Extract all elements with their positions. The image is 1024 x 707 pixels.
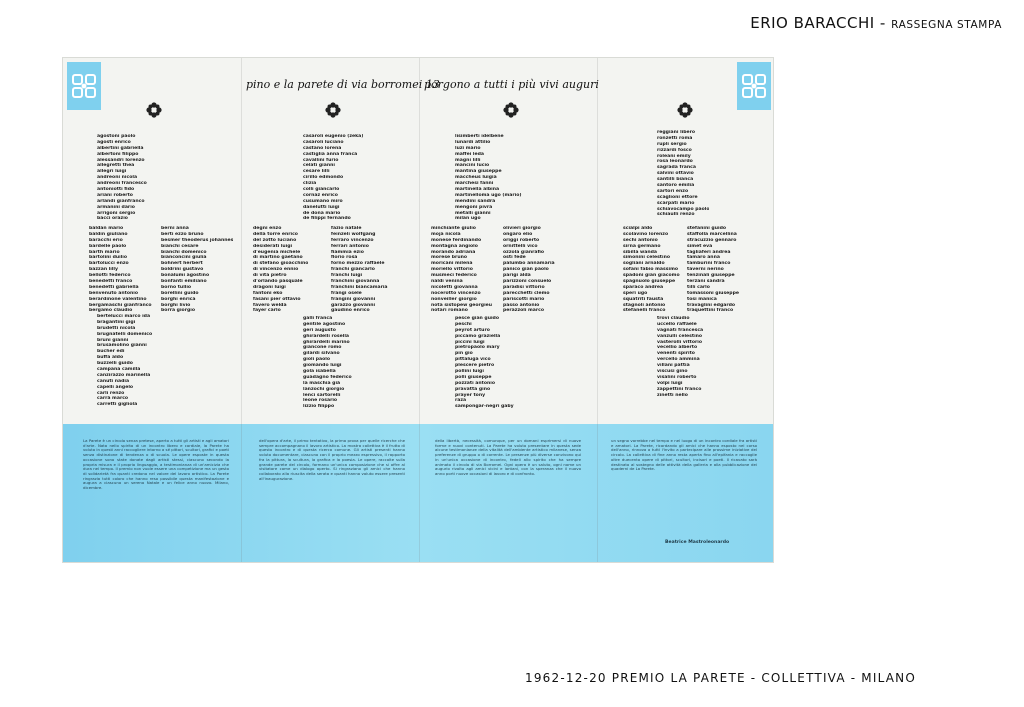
name-entry: ghirardelli marino: [303, 339, 350, 345]
name-entry: taverni nerino: [687, 267, 724, 273]
name-entry: cusumano miro: [303, 198, 343, 204]
name-entry: pozzati antonio: [455, 380, 495, 386]
page-header: [750, 14, 1002, 32]
name-entry: bertelucci marco ida: [97, 314, 151, 319]
name-entry: pietropaolo mary: [455, 345, 500, 351]
name-entry: lanzochi giorgio: [303, 386, 345, 392]
name-entry: gilardi silvano: [303, 351, 340, 357]
name-entry: d'orlando pasquale: [253, 279, 303, 285]
name-entry: castano lorena: [303, 145, 342, 151]
name-entry: frangini giovanni: [331, 296, 376, 302]
name-entry: baldan mario: [89, 226, 124, 231]
name-entry: naldi venina: [431, 279, 463, 285]
name-entry: musmeci federico: [431, 273, 477, 279]
name-entry: sibilla wanda: [623, 249, 658, 255]
name-entry: carretti gigliola: [97, 402, 138, 408]
name-entry: florio rosa: [331, 255, 358, 261]
name-entry: ghirardelli rosella: [303, 333, 350, 339]
name-entry: d'eugenia michele: [253, 249, 301, 255]
name-entry: bianchi domenico: [161, 249, 207, 255]
name-entry: fazio natale: [331, 226, 362, 231]
name-entry: panico gian paolo: [503, 267, 549, 273]
name-entry: sparaco andrea: [623, 284, 664, 290]
name-entry: polli giuseppe: [455, 374, 492, 380]
name-entry: trovi claudio: [657, 316, 690, 321]
name-entry: berni anna: [161, 226, 189, 231]
name-entry: brusamolino gianni: [97, 343, 147, 349]
name-list: [253, 226, 308, 314]
name-entry: campana camilla: [97, 367, 141, 373]
name-entry: geri augusto: [303, 327, 336, 333]
name-entry: ariani roberto: [97, 192, 133, 198]
name-entry: brugnatelli domenico: [97, 331, 153, 337]
text-panel: della libertà, necessità, comunque, per un domani esprimersi di nuove forme e nuovi contenuti. La Parete ha voluto presentare in questa sede alcune testimonianze della vitalità dell'ambiente artistico milanese, senza preferenze di gruppo o di corrente. Le presenze più diverse convivono qui in un'unica occasione di incontro, fedeli allo spirito che ha sempre animato il circolo di via Borromei. Ogni opera è un saluto, ogni nome un augurio rivolto agli amici vicini e lontani, con la speranza che il nuovo anno porti nuove occasioni di lavoro e di confronto.: [435, 439, 581, 476]
name-entry: colli giancarlo: [303, 187, 340, 193]
name-entry: venenti spirito: [657, 351, 695, 357]
name-entry: mengoni pivra: [455, 204, 493, 210]
name-entry: scolavino lorenzo: [623, 231, 669, 237]
name-entry: casaroli luciano: [303, 139, 344, 145]
name-entry: gaudino enrico: [331, 308, 370, 314]
name-entry: morese bruno: [431, 255, 468, 261]
name-entry: santilli bianca: [657, 177, 694, 183]
name-entry: terzani sandra: [687, 279, 725, 285]
name-entry: rupli sergio: [657, 141, 687, 147]
flower-ornament-icon: [146, 102, 162, 118]
name-entry: martinella albina: [455, 187, 500, 193]
name-list: [97, 314, 152, 408]
name-entry: besmer theoderus johannes: [161, 237, 234, 243]
name-entry: borno tullio: [161, 284, 192, 290]
name-entry: di martino gaetano: [253, 255, 303, 261]
name-entry: borellini guido: [161, 290, 199, 296]
page-footer-caption: 1962-12-20 PREMIO LA PARETE - COLLETTIVA - MILANO: [525, 671, 916, 685]
name-entry: bianchi cesare: [161, 243, 199, 249]
name-entry: allegretti thea: [97, 163, 135, 169]
name-list: [97, 134, 147, 222]
name-list: [503, 226, 555, 314]
name-entry: ronzetti roma: [657, 135, 693, 141]
name-entry: bazzan lilly: [89, 267, 118, 273]
name-entry: salvini ottavio: [657, 171, 694, 177]
name-entry: bellotti federico: [89, 273, 131, 279]
name-entry: borghi livio: [161, 302, 191, 308]
name-entry: rizzardi fosco: [657, 147, 692, 153]
name-entry: agosti enrico: [97, 139, 131, 145]
name-entry: milan ugo: [455, 216, 481, 222]
name-entry: reggiani libero: [657, 130, 696, 135]
name-entry: pollini luigi: [455, 369, 484, 375]
name-entry: buffa aldo: [97, 355, 124, 361]
name-entry: pesce gian guido: [455, 316, 499, 321]
name-entry: agostoni paolo: [97, 134, 136, 139]
name-entry: sechi antonio: [623, 237, 658, 243]
name-entry: santoro emilia: [657, 183, 695, 189]
name-entry: andreoni nicola: [97, 175, 138, 181]
name-entry: roleani emily: [657, 153, 691, 159]
name-entry: fiammia ezio: [331, 249, 364, 255]
name-entry: sofani fabio massimo: [623, 267, 679, 273]
name-entry: franchi luigi: [331, 273, 363, 279]
name-entry: tamaro anna: [687, 255, 720, 261]
name-entry: danelutti luigi: [303, 204, 340, 210]
name-entry: sampongar-negri gaby: [455, 404, 514, 410]
parete-logo-right: [737, 62, 771, 110]
name-entry: clizia: [303, 181, 317, 187]
name-list: [657, 130, 709, 218]
name-list: [623, 226, 680, 314]
name-entry: gioli paolo: [303, 357, 331, 363]
name-entry: canuti nadia: [97, 378, 130, 384]
name-entry: leone rosario: [303, 398, 338, 404]
header-subtitle: RASSEGNA STAMPA: [891, 19, 1002, 31]
name-entry: nonveiller giorgio: [431, 296, 477, 302]
name-entry: lizzio filippo: [303, 404, 335, 410]
name-entry: boldrini gustavo: [161, 267, 204, 273]
name-entry: di stefano gioacchino: [253, 261, 309, 267]
name-entry: nota sistopew georgieu: [431, 302, 493, 308]
name-entry: albertini gabriella: [97, 145, 144, 151]
name-entry: mendini sandra: [455, 198, 496, 204]
name-entry: peyrot arturo: [455, 327, 490, 333]
name-entry: capelli angelo: [97, 384, 134, 390]
name-entry: ongaro elio: [503, 231, 533, 237]
name-entry: garazzo giovanni: [331, 302, 376, 308]
name-entry: maffei leda: [455, 151, 484, 157]
name-entry: favero welda: [253, 302, 287, 308]
name-entry: sogliani arnaldo: [623, 261, 665, 267]
name-entry: travaglini edgardo: [687, 302, 736, 308]
name-entry: bardelle paolo: [89, 243, 127, 249]
name-list: [303, 134, 363, 222]
name-entry: fayer carlo: [253, 308, 281, 314]
name-entry: bartolini duilio: [89, 255, 128, 261]
name-entry: gola isabella: [303, 369, 336, 375]
name-entry: celati gianni: [303, 163, 335, 169]
name-entry: osti fede: [503, 255, 526, 261]
name-entry: bianconcini giulia: [161, 255, 207, 261]
name-entry: pariscotti mario: [503, 296, 545, 302]
name-entry: vecellio alberto: [657, 345, 698, 351]
name-entry: franchi giancarlo: [331, 267, 375, 273]
name-entry: franchini biancamaria: [331, 284, 388, 290]
name-entry: bruni gianni: [97, 337, 129, 343]
name-entry: di vincenzo ennio: [253, 267, 299, 273]
header-artist-name: ERIO BARACCHI: [750, 14, 875, 32]
name-entry: scaglioni ettore: [657, 194, 698, 200]
name-entry: de dona mario: [303, 210, 341, 216]
name-entry: sartori enzo: [657, 188, 689, 194]
name-entry: barth mario: [89, 249, 120, 255]
name-entry: vasterolli vittorio: [657, 339, 702, 345]
name-entry: tenzinali giuseppe: [687, 273, 735, 279]
name-entry: pravatta gino: [455, 386, 491, 392]
name-entry: berti ezzo bruno: [161, 231, 204, 237]
name-entry: forno mezzo raffaele: [331, 261, 385, 267]
name-entry: moriello vittorio: [431, 267, 473, 273]
name-entry: magni lilli: [455, 157, 481, 163]
name-entry: benedetti franco: [89, 279, 133, 285]
flower-ornament-icon: [503, 102, 519, 118]
name-entry: di vita pietro: [253, 273, 287, 279]
name-entry: lunardi attilio: [455, 139, 491, 145]
name-entry: fasani pier ottavio: [253, 296, 301, 302]
name-entry: montagna angiolo: [431, 243, 478, 249]
name-entry: luzi mario: [455, 145, 481, 151]
name-entry: lisimberti idelbene: [455, 134, 504, 139]
name-entry: traquettini franco: [687, 308, 734, 314]
name-entry: feinzeli wolfgang: [331, 231, 376, 237]
name-entry: cesare lilli: [303, 169, 330, 175]
name-entry: borghi enrica: [161, 296, 196, 302]
name-entry: del zotto luciano: [253, 237, 297, 243]
name-list: [431, 226, 492, 314]
name-entry: benedetti gabriella: [89, 284, 139, 290]
name-entry: alessandri lorenzo: [97, 157, 145, 163]
name-entry: bartolucci enzo: [89, 261, 129, 267]
name-entry: borra giorgio: [161, 308, 195, 314]
name-entry: vercello ammina: [657, 357, 700, 363]
name-entry: fantoni eko: [253, 290, 283, 296]
name-entry: berardinone valentino: [89, 296, 147, 302]
header-separator: -: [874, 14, 892, 32]
name-list: [455, 316, 514, 410]
name-entry: canzirazzo marinella: [97, 372, 151, 378]
signature: Beatrice Mastroleonardo: [665, 540, 730, 545]
name-entry: giomando luigi: [303, 363, 342, 369]
text-panel: un segno vorrebbe nel tempo e nel luogo di un incontro cordiale fra artisti e amatori. La Parete, ricordando gli amici che hanno esposto nel corso dell'anno, rinnova a tutti l'invito a partecipare alle prossime iniziative del circolo. La collettiva di fine anno resta aperta fino all'epifania e raccoglie oltre duecento opere di pittori, scultori, incisori e poeti. Il ricavato sarà destinato al sostegno delle attività della galleria e alla pubblicazione dei quaderni de La Parete.: [611, 439, 757, 472]
name-entry: plescere pietro: [455, 363, 495, 369]
name-entry: schiaulli renzo: [657, 212, 695, 218]
name-entry: ferraro vincenzo: [331, 237, 374, 243]
name-list: [303, 316, 352, 410]
name-entry: bucher edi: [97, 349, 125, 355]
name-entry: maccheus luigia: [455, 175, 497, 181]
name-entry: raza: [455, 398, 467, 404]
name-entry: metalli gianni: [455, 210, 491, 216]
name-entry: bragantini gigi: [97, 319, 136, 325]
motto-part-2: porgono a tutti i più vivi auguri: [424, 78, 599, 91]
name-entry: origgi roberto: [503, 237, 540, 243]
name-entry: staffolla marcellina: [687, 231, 737, 237]
motto-part-1: pino e la parete di via borromei 13: [246, 78, 440, 91]
name-entry: stefanini guido: [687, 226, 727, 231]
brochure-scan: [62, 57, 774, 563]
name-entry: buzzelli guido: [97, 361, 133, 367]
name-entry: pittaluga vico: [455, 357, 491, 363]
name-entry: parecchetti clemo: [503, 290, 550, 296]
name-entry: nicoletti giovanna: [431, 284, 478, 290]
name-entry: armanini dario: [97, 204, 135, 210]
name-entry: bergamaschi gianfranco: [89, 302, 152, 308]
name-entry: stagnoli antonio: [623, 302, 666, 308]
name-entry: frangi osele: [331, 290, 362, 296]
name-entry: piccini luigi: [455, 339, 485, 345]
name-entry: spagnuolo giuseppe: [623, 279, 676, 285]
name-entry: villani pattia: [657, 363, 690, 369]
name-entry: visalini roberto: [657, 374, 697, 380]
name-entry: bohnert herbert: [161, 261, 203, 267]
name-entry: casaroli eugenio (zeka): [303, 134, 364, 139]
name-entry: piccamo graziella: [455, 333, 501, 339]
name-entry: albertoni filippo: [97, 151, 139, 157]
name-entry: mancini lucio: [455, 163, 490, 169]
name-list: [89, 226, 152, 314]
parete-logo-left: [67, 62, 101, 110]
name-list: [687, 226, 739, 314]
name-entry: zappettini franco: [657, 386, 702, 392]
name-entry: carli renzo: [97, 390, 125, 396]
name-entry: moricani milena: [431, 261, 473, 267]
name-entry: spadoni gian giacomo: [623, 273, 680, 279]
name-entry: cornaz enrico: [303, 192, 338, 198]
name-entry: mantina giuseppe: [455, 169, 502, 175]
name-entry: zinetti nello: [657, 392, 688, 398]
flower-ornament-icon: [325, 102, 341, 118]
name-entry: prayer tony: [455, 392, 486, 398]
name-entry: guadagno federico: [303, 374, 352, 380]
name-entry: moja nicola: [431, 231, 461, 237]
name-entry: della torre enrico: [253, 231, 298, 237]
name-entry: tomassoni giuseppe: [687, 290, 739, 296]
name-entry: cirillo edmondo: [303, 175, 344, 181]
name-entry: passo antonio: [503, 302, 540, 308]
name-entry: peschi: [455, 321, 472, 327]
name-entry: giancone romo: [303, 345, 342, 351]
name-entry: parizzoni consuelo: [503, 279, 552, 285]
name-entry: tilli carlo: [687, 284, 710, 290]
name-entry: marchesi fanni: [455, 181, 494, 187]
text-panel: dell'opera d'arte, il primo tentativo, la prima prova per quelle ricerche che sempre accompagnano il lavoro artistico. La mostra collettiva è il frutto di questo incontro e di questa ricerca comune. Gli artisti presenti hanno voluto documentare, ciascuno con il proprio mezzo espressivo, il rapporto fra la pittura, la scultura, la grafica e la poesia. Le opere, raccolte sulla grande parete del circolo, formano un'unica composizione che si offre al visitatore come un dialogo aperto. Si ringraziano gli amici che hanno collaborato alla riuscita della serata e quanti hanno voluto essere presenti all'inaugurazione.: [259, 439, 405, 481]
name-entry: palumbo annamaria: [503, 261, 555, 267]
name-entry: carrà marco: [97, 396, 129, 402]
name-entry: monese ferdinando: [431, 237, 482, 243]
name-entry: morando adriana: [431, 249, 476, 255]
name-entry: de filippi fernando: [303, 216, 351, 222]
name-entry: galli franca: [303, 316, 333, 321]
name-entry: baracchi erio: [89, 237, 123, 243]
name-entry: gentile agostino: [303, 321, 346, 327]
name-entry: bacci orazio: [97, 216, 128, 222]
name-list: [657, 316, 703, 398]
name-entry: degni enzo: [253, 226, 282, 231]
name-entry: notari romano: [431, 308, 468, 314]
name-entry: lenci sartorelli: [303, 392, 341, 398]
name-entry: volpi luigi: [657, 380, 683, 386]
name-entry: brudetti nicola: [97, 325, 136, 331]
name-entry: stracuzzio gennaro: [687, 237, 737, 243]
name-entry: andreoni francesco: [97, 181, 147, 187]
name-entry: pin gio: [455, 351, 473, 357]
name-entry: ozzola gianrafio: [503, 249, 545, 255]
name-entry: sagrada franca: [657, 165, 696, 171]
flower-ornament-icon: [677, 102, 693, 118]
name-entry: parigi alda: [503, 273, 531, 279]
name-entry: sirna germano: [623, 243, 661, 249]
name-entry: uccello raffaele: [657, 321, 697, 327]
name-entry: simonini celestino: [623, 255, 671, 261]
name-entry: scarpati mario: [657, 200, 695, 206]
name-entry: arlandi gianfranco: [97, 198, 145, 204]
name-entry: desiderati luigi: [253, 243, 293, 249]
name-entry: bonfanti emiliano: [161, 279, 207, 285]
name-entry: franchini giovanna: [331, 279, 380, 285]
name-list: [161, 226, 233, 314]
name-entry: scialpi aldo: [623, 226, 653, 231]
name-entry: simet eva: [687, 243, 713, 249]
name-entry: tamburini franco: [687, 261, 731, 267]
name-entry: bonalumi agostino: [161, 273, 210, 279]
name-entry: tagliaferi andrea: [687, 249, 731, 255]
name-entry: cavallini furio: [303, 157, 339, 163]
name-entry: squatriti fausta: [623, 296, 664, 302]
name-entry: benvenuto antonio: [89, 290, 138, 296]
logo-glyph-icon: [71, 73, 97, 99]
text-panels: [63, 424, 773, 562]
name-entry: minchiante giulio: [431, 226, 476, 231]
name-entry: arrigoni sergio: [97, 210, 136, 216]
name-entry: dragoni luigi: [253, 284, 286, 290]
name-entry: antoniotti fido: [97, 187, 135, 193]
name-entry: paradisi vittorio: [503, 284, 545, 290]
name-entry: castiglia anna franca: [303, 151, 358, 157]
name-entry: nocerotto vincenzo: [431, 290, 481, 296]
name-entry: stefanelli franco: [623, 308, 666, 314]
name-entry: baldin giuliano: [89, 231, 128, 237]
name-entry: olivieri giorgio: [503, 226, 541, 231]
name-entry: rosa leonardo: [657, 159, 693, 165]
name-entry: tosi manica: [687, 296, 717, 302]
name-entry: la maschia già: [303, 380, 341, 386]
name-entry: vanzulli celestino: [657, 333, 703, 339]
name-list: [455, 134, 522, 222]
name-entry: bergamo claudio: [89, 308, 133, 314]
name-entry: ferrari antonio: [331, 243, 369, 249]
name-entry: viscusi gino: [657, 369, 688, 375]
name-entry: speri ugo: [623, 290, 648, 296]
name-entry: martinelloma ugo (mario): [455, 192, 522, 198]
name-entry: schiavocampo paolo: [657, 206, 710, 212]
name-entry: allegri luigi: [97, 169, 127, 175]
name-entry: vagnati francesca: [657, 327, 704, 333]
name-list: [331, 226, 388, 314]
logo-glyph-icon: [741, 73, 767, 99]
name-entry: perazzoli marco: [503, 308, 545, 314]
text-panel: La Parete è un circolo senza pretese, aperto a tutti gli artisti e agli amatori d'arte. Nata nello spirito di un incontro libero e cordiale, la Parete ha voluto in questi anni raccogliere intorno a sé pittori, scultori, grafici e poeti senza distinzione di tendenza o di scuola. Le opere esposte in questa occasione sono state donate dagli artisti stessi, ciascuno secondo la propria misura e il proprio linguaggio, a testimonianza di un'amicizia che dura nel tempo. Il premio non vuole essere una competizione ma un gesto di solidarietà fra quanti credono nel valore del lavoro artistico. La Parete ringrazia tutti coloro che hanno reso possibile questa manifestazione e augura a ciascuno un sereno Natale e un felice anno nuovo. Milano, dicembre.: [83, 439, 229, 491]
name-entry: ornittelli vico: [503, 243, 538, 249]
